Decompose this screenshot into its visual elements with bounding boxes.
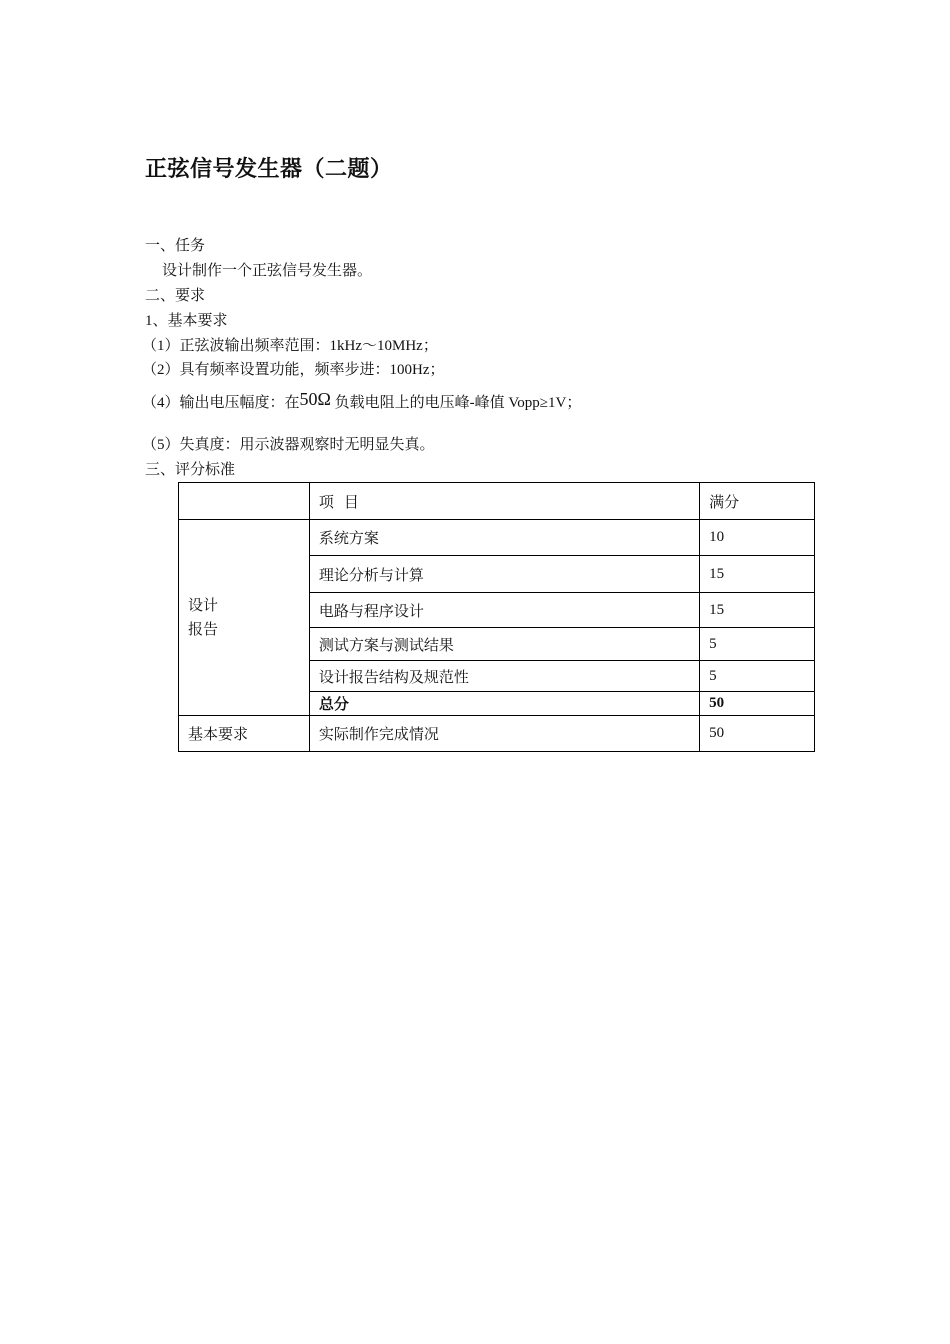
design-report-category: [179, 520, 310, 716]
header-score-cell: 满分: [700, 483, 815, 520]
row-item: 设计报告结构及规范性: [309, 661, 699, 692]
scoring-table: [178, 482, 815, 752]
total-label: 总分: [309, 692, 699, 716]
design-report-label-line1: 设计: [188, 597, 219, 614]
header-item-label-b: 目: [343, 494, 359, 511]
row-score: 15: [700, 556, 815, 593]
row-score: 15: [700, 593, 815, 628]
basic-requirements-heading: 1、基本要求: [145, 313, 228, 329]
row-score: 5: [700, 661, 815, 692]
total-score: 50: [700, 692, 815, 716]
row-item: 理论分析与计算: [309, 556, 699, 593]
row-item: 测试方案与测试结果: [309, 628, 699, 661]
requirement-1: （1）正弦波输出频率范围：1kHz～10MHz；: [142, 338, 438, 354]
row-item: 系统方案: [309, 520, 699, 556]
document-title: 正弦信号发生器（二题）: [145, 157, 393, 182]
requirement-4-suffix: 负载电阻上的电压峰-峰值 Vopp≥1V；: [334, 395, 582, 411]
requirement-2: （2）具有频率设置功能，频率步进：100Hz；: [142, 362, 445, 378]
requirement-4: [142, 389, 581, 413]
basic-requirement-category: 基本要求: [179, 716, 310, 752]
header-category-cell: [179, 483, 310, 520]
load-resistance: 50Ω: [299, 389, 331, 409]
design-report-label-line2: 报告: [188, 621, 219, 638]
table-row: [179, 520, 815, 556]
scoring-heading: 三、评分标准: [145, 462, 236, 478]
task-text: 设计制作一个正弦信号发生器。: [162, 263, 373, 279]
basic-requirement-row: [179, 716, 815, 752]
table-header-row: [179, 483, 815, 520]
task-heading: 一、任务: [145, 238, 206, 254]
row-score: 5: [700, 628, 815, 661]
header-item-cell: [309, 483, 699, 520]
requirement-4-prefix: （4）输出电压幅度：在: [142, 395, 300, 411]
row-score: 10: [700, 520, 815, 556]
row-item: 电路与程序设计: [309, 593, 699, 628]
requirement-5: （5）失真度：用示波器观察时无明显失真。: [142, 437, 435, 453]
basic-requirement-item: 实际制作完成情况: [309, 716, 699, 752]
requirements-heading: 二、要求: [145, 288, 206, 304]
header-item-label-a: 项: [318, 494, 334, 511]
basic-requirement-score: 50: [700, 716, 815, 752]
